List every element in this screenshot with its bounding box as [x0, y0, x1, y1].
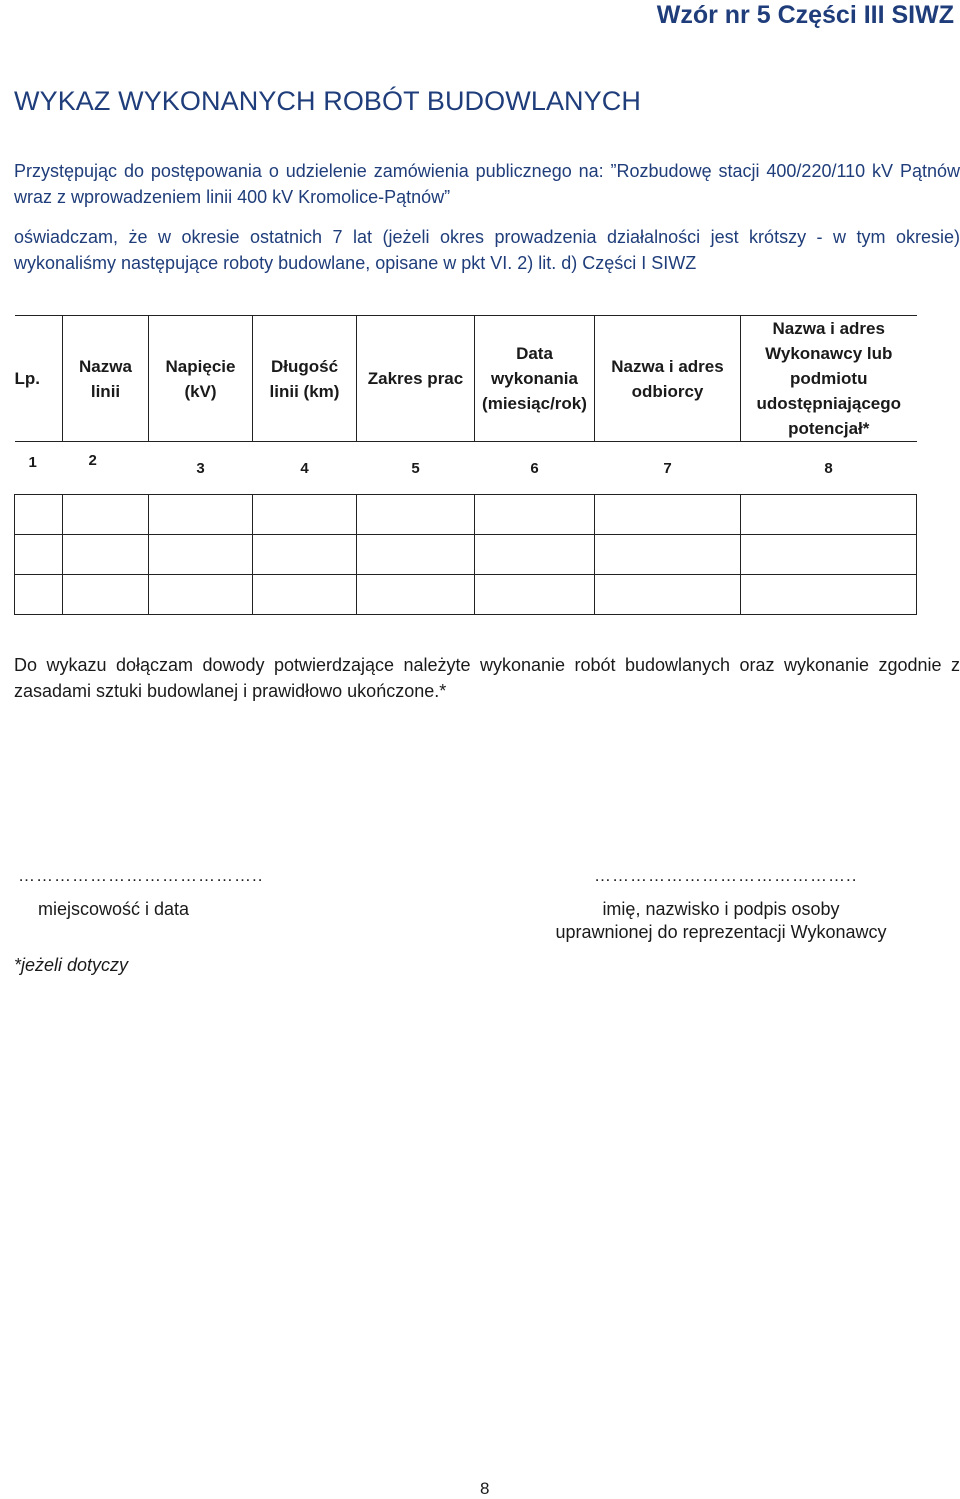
works-table: [14, 315, 917, 615]
table-cell[interactable]: [149, 495, 253, 535]
table-cell[interactable]: [357, 495, 475, 535]
table-header-row: [15, 316, 917, 442]
column-number: 1: [15, 442, 63, 495]
table-cell[interactable]: [63, 495, 149, 535]
signer-label: [524, 898, 918, 944]
template-label: Wzór nr 5 Części III SIWZ: [656, 1, 954, 29]
table-cell[interactable]: [741, 575, 917, 615]
col-header-recipient: Nazwa i adres odbiorcy: [595, 316, 741, 442]
column-number: 2: [63, 442, 149, 495]
table-cell[interactable]: [475, 495, 595, 535]
table-row: [15, 495, 917, 535]
place-date-label: miejscowość i data: [38, 899, 190, 919]
table-cell[interactable]: [253, 495, 357, 535]
table-cell[interactable]: [149, 575, 253, 615]
table-cell[interactable]: [149, 535, 253, 575]
document-title: WYKAZ WYKONANYCH ROBÓT BUDOWLANYCH: [14, 86, 641, 116]
page-number: 8: [480, 1479, 490, 1498]
col-header-length: Długość linii (km): [253, 316, 357, 442]
column-number: 7: [595, 442, 741, 495]
table-cell[interactable]: [15, 535, 63, 575]
col-header-date: Data wykonania (miesiąc/rok): [475, 316, 595, 442]
table-row: [15, 535, 917, 575]
column-number: 5: [357, 442, 475, 495]
table-cell[interactable]: [357, 535, 475, 575]
signature-line-signer[interactable]: ……………………………………..: [594, 866, 858, 885]
table-cell[interactable]: [595, 535, 741, 575]
table-cell[interactable]: [253, 535, 357, 575]
column-number: 8: [741, 442, 917, 495]
table-cell[interactable]: [63, 575, 149, 615]
col-header-line-name: Nazwa linii: [63, 316, 149, 442]
column-number-row: [15, 442, 917, 495]
col-header-scope: Zakres prac: [357, 316, 475, 442]
col-header-voltage: Napięcie (kV): [149, 316, 253, 442]
table-cell[interactable]: [63, 535, 149, 575]
intro-paragraph: Przystępując do postępowania o udzielenie zamówienia publicznego na: ”Rozbudowę stacji 400/220/110 kV Pątnów wraz z wprowadzeniem linii 400 kV Kromolice-Pątnów”: [14, 161, 960, 207]
signer-label-line1: imię, nazwisko i podpis osoby: [602, 899, 840, 919]
table-cell[interactable]: [475, 535, 595, 575]
table-row: [15, 575, 917, 615]
table-cell[interactable]: [741, 535, 917, 575]
table-cell[interactable]: [741, 495, 917, 535]
table-cell[interactable]: [253, 575, 357, 615]
column-number: 4: [253, 442, 357, 495]
table-cell[interactable]: [475, 575, 595, 615]
column-number: 3: [149, 442, 253, 495]
table-cell[interactable]: [15, 495, 63, 535]
table-cell[interactable]: [15, 575, 63, 615]
signer-label-line2: uprawnionej do reprezentacji Wykonawcy: [555, 922, 887, 942]
signature-line-place-date[interactable]: …………………………………..: [18, 866, 264, 885]
attachment-note: Do wykazu dołączam dowody potwierdzające należyte wykonanie robót budowlanych oraz wykonanie zgodnie z zasadami sztuki budowlanej i prawidłowo ukończone.*: [14, 655, 960, 701]
column-number: 6: [475, 442, 595, 495]
table-cell[interactable]: [357, 575, 475, 615]
table-cell[interactable]: [595, 495, 741, 535]
col-header-lp: Lp.: [15, 316, 63, 442]
statement-paragraph: oświadczam, że w okresie ostatnich 7 lat (jeżeli okres prowadzenia działalności jest krótszy - w tym okresie) wykonaliśmy następujące roboty budowlane, opisane w pkt VI. 2) lit. d) Części I SIWZ: [14, 227, 960, 273]
col-header-contractor: Nazwa i adres Wykonawcy lub podmiotu udostępniającego potencjał*: [741, 316, 917, 442]
footnote: *jeżeli dotyczy: [14, 955, 129, 975]
table-cell[interactable]: [595, 575, 741, 615]
